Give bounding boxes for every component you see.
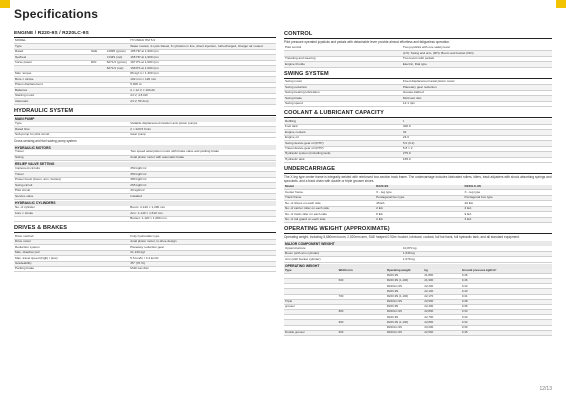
engine-row-cell-a: flywheel xyxy=(14,55,90,60)
relief-row-value: 265 kgf/cm² xyxy=(129,183,276,188)
hydraulic-cylinders-subheading: HYDRAULIC CYLINDERS xyxy=(14,201,276,206)
hydraulic-cylinders-table xyxy=(14,206,276,222)
undercarriage-row-cell-a: No. of rail guard on each side xyxy=(284,217,375,222)
relief-row-value: 350 kgf/cm² xyxy=(129,172,276,177)
swing-row-label: Swing brake xyxy=(284,96,402,101)
undercarriage-row-cell-c: Pentagonal box type xyxy=(464,195,552,200)
cylinder-row-label xyxy=(14,216,129,221)
uc-header-r220lc: R220LC-9S xyxy=(464,185,552,190)
motor-row xyxy=(14,155,276,160)
undercarriage-row-cell-c: X - leg type xyxy=(464,190,552,195)
cross-sensing-note: Cross-sensing and fuel saving pump system xyxy=(14,139,77,144)
major-component-row-label: Arm (with bucket cylinder) xyxy=(284,257,402,262)
drives-row-value: 35° (70 %) xyxy=(129,261,276,266)
operating-weight-row-cell-d: 22,100 xyxy=(423,289,461,294)
swing-row-label: Swing motor xyxy=(284,80,402,85)
hydraulic-section xyxy=(14,108,276,223)
undercarriage-row-cell-a: No. of track roller on each side xyxy=(284,212,375,217)
drives-heading: DRIVES & BRAKES xyxy=(14,225,276,233)
operating-weight-row-cell-a: Triple xyxy=(284,299,338,304)
operating-weight-row-cell-c: R220LC-9S xyxy=(386,310,424,315)
drives-row-label: Reduction system xyxy=(14,245,129,250)
swing-heading: SWING SYSTEM xyxy=(284,71,552,79)
motor-row-label: Swing xyxy=(14,155,129,160)
cylinder-row-value: Arm: 1-140 × 1,510 mm xyxy=(129,211,276,216)
page-title: Specifications xyxy=(14,7,99,21)
coolant-row-label: Engine oil xyxy=(284,135,402,140)
swing-row-value: 12.1 rpm xyxy=(402,101,552,106)
major-component-row-label: Boom (with arm cylinder) xyxy=(284,251,402,256)
drives-row-label: Drive method xyxy=(14,234,129,239)
control-row-label: Engine throttle xyxy=(284,62,402,67)
engine-row-cell-a: MODEL xyxy=(14,39,90,44)
corner-accent-left xyxy=(0,0,10,8)
relief-valve-table xyxy=(14,167,276,200)
engine-row-cell-a: Bore × stroke xyxy=(14,77,90,82)
undercarriage-row-cell-b: 2 EA xyxy=(375,217,463,222)
relief-row-label: Pilot circuit xyxy=(14,188,129,193)
relief-valve-subheading: RELIEF VALVE SETTING xyxy=(14,162,276,167)
coolant-row-label: Fuel tank xyxy=(284,124,402,129)
operating-weight-row-cell-d: 21,800 xyxy=(423,273,461,278)
operating-weight-row-cell-e: 0.41 xyxy=(461,294,552,299)
undercarriage-row-cell-a: Center frame xyxy=(284,190,375,195)
uc-header-model: Model xyxy=(284,185,375,190)
major-component-row-value: 10,870 kg xyxy=(402,246,552,251)
operating-weight-table xyxy=(284,269,552,336)
undercarriage-row-cell-c: 3 EA xyxy=(464,217,552,222)
cylinder-row-label: No. of cylinder xyxy=(14,206,129,211)
control-table xyxy=(284,46,552,68)
main-pump-table xyxy=(14,122,276,138)
coolant-row-label: Swing device-gear oil (DTP) xyxy=(284,141,402,146)
operating-weight-row-cell-e: 0.32 xyxy=(461,320,552,325)
operating-weight-row xyxy=(284,330,552,335)
hydraulic-motors-table xyxy=(14,150,276,161)
drives-row xyxy=(14,267,276,272)
engine-row-cell-a: Starting motor xyxy=(14,93,90,98)
left-column xyxy=(14,31,276,275)
major-component-table xyxy=(284,246,552,262)
pump-row-value: 2 × 220.5 ℓ/min xyxy=(129,127,276,132)
relief-row xyxy=(14,194,276,199)
operating-weight-row-cell-e: 0.30 xyxy=(461,325,552,330)
corner-accent-right xyxy=(556,0,566,8)
swing-row-value: Fixed displacement axial piston motor xyxy=(402,80,552,85)
undercarriage-row xyxy=(284,217,552,222)
operating-weight-row-cell-e: 0.38 xyxy=(461,299,552,304)
drives-row-value: 5.5 km/hr / 3.4 km/hr xyxy=(129,256,276,261)
engine-row-cell-b xyxy=(90,99,106,104)
engine-row-cell-d: 168 PS at 1,900 rpm xyxy=(129,66,276,71)
swing-row-label: Swing bearing lubrication xyxy=(284,90,402,95)
cylinder-row-value: Bucket: 1-120 × 1,080 mm xyxy=(129,216,276,221)
coolant-row-value: 165.0 xyxy=(402,157,552,162)
undercarriage-row-cell-b: X - leg type xyxy=(375,190,463,195)
op-header-weight: Operating weight xyxy=(386,269,424,274)
operating-weight-row-cell-b: 600 xyxy=(338,279,386,284)
coolant-row-label: Engine coolant xyxy=(284,130,402,135)
drives-row-value: Fully hydrostatic type xyxy=(129,234,276,239)
page-number: 12/13 xyxy=(539,386,552,392)
drives-row-label: Parking brake xyxy=(14,267,129,272)
operating-weight-row-cell-e: 0.32 xyxy=(461,315,552,320)
operating-weight-row-cell-d: 22,700 xyxy=(423,315,461,320)
operating-weight-row-cell-c: R220-9S xyxy=(386,273,424,278)
operating-weight-row-cell-e: 0.46 xyxy=(461,273,552,278)
engine-row-cell-d: 102 mm × 120 mm xyxy=(129,77,276,82)
engine-row-cell-c: 6271/1 (gross) xyxy=(106,60,130,65)
operating-weight-row-cell-a: grouser xyxy=(284,304,338,309)
engine-row-cell-a: Max. torque xyxy=(14,71,90,76)
main-pump-subheading: MAIN PUMP xyxy=(14,117,276,122)
coolant-row-label: Hydraulic system (including tank) xyxy=(284,152,402,157)
drives-section xyxy=(14,225,276,272)
right-column xyxy=(284,31,552,339)
engine-row-cell-d: Water cooled, 4 cycle Diesel, 6 cylinders in line, direct injection, turbocharged, charger air cooled xyxy=(129,44,276,49)
relief-row-label: Swing circuit xyxy=(14,183,129,188)
undercarriage-description: The X-leg type center frame is integrally welded with reinforced box-section track frame. The undercarriage includes lubricated rollers, idlers, track adjusters with shock absorbing springs and sprockets, and a track chain with double or triple grouser shoes. xyxy=(284,174,552,183)
operating-weight-row-cell-c: R220LC-9S xyxy=(386,299,424,304)
pump-row-label: Sub-pump for pilot circuit xyxy=(14,132,129,137)
operating-weight-row-cell-c: R220-9S xyxy=(386,289,424,294)
operating-weight-row-cell-c: R220LC-9S xyxy=(386,284,424,289)
swing-row-label: Swing reduction xyxy=(284,85,402,90)
uc-header-r220: R220-9S xyxy=(375,185,463,190)
drives-row-label: Gradeability xyxy=(14,261,129,266)
operating-weight-row-cell-c: R220-9S xyxy=(386,315,424,320)
swing-section xyxy=(284,71,552,107)
operating-weight-row-cell-c: R220LC-9S xyxy=(386,325,424,330)
coolant-section xyxy=(284,110,552,163)
op-header-type: Type xyxy=(284,269,338,274)
engine-row-cell-a: Batteries xyxy=(14,88,90,93)
swing-row xyxy=(284,101,552,106)
operating-weight-section xyxy=(284,226,552,336)
drives-row-value: Axial piston motor, in-shoe design xyxy=(129,239,276,244)
relief-row-value: 350 kgf/cm² xyxy=(129,167,276,172)
control-heading: CONTROL xyxy=(284,31,552,39)
operating-weight-row-cell-c: R220-9S (1,100) xyxy=(386,294,424,299)
drives-row-value: 21,130 kgf xyxy=(129,250,276,255)
operating-weight-row-cell-d: 23,200 xyxy=(423,325,461,330)
op-header-width: Width mm xyxy=(338,269,386,274)
engine-section xyxy=(14,31,276,105)
operating-weight-row-cell-d: 22,170 xyxy=(423,294,461,299)
drives-row-value: Planetary reduction gear xyxy=(129,245,276,250)
operating-weight-row-cell-e: 0.45 xyxy=(461,330,552,335)
control-row-value: Two levers with pedals xyxy=(402,56,552,61)
relief-row-value: 40 kgf/cm² xyxy=(129,188,276,193)
relief-row-label: Power boost (boom, arm, bucket) xyxy=(14,177,129,182)
major-component-row xyxy=(284,257,552,262)
major-component-row-value: 1,070 kg xyxy=(402,257,552,262)
motor-row-value: Axial piston motor with automatic brake xyxy=(129,155,276,160)
engine-row-cell-d: 24 V, 4.8 kW xyxy=(129,93,276,98)
coolant-row-value: 5.0 (0.2) xyxy=(402,141,552,146)
engine-row-cell-a: horse power xyxy=(14,60,90,65)
hydraulic-motors-subheading: HYDRAULIC MOTORS xyxy=(14,145,276,150)
motor-row-label: Travel xyxy=(14,150,129,155)
operating-weight-row-cell-b: 600 xyxy=(338,330,386,335)
engine-row-cell-b: DIN xyxy=(90,60,106,65)
undercarriage-row-cell-a: No. of carrier roller on each side xyxy=(284,206,375,211)
operating-weight-row-cell-d: 22,800 xyxy=(423,310,461,315)
control-description: Pilot pressure operated joysticks and pedals with detachable lever provide almost effortless and fatigueless operation. xyxy=(284,40,450,44)
engine-row-cell-a: Type xyxy=(14,44,90,49)
operating-weight-row-cell-e: 0.46 xyxy=(461,279,552,284)
engine-table xyxy=(14,39,276,105)
undercarriage-section xyxy=(284,166,552,223)
operating-weight-heading: OPERATING WEIGHT (APPROXIMATE) xyxy=(284,226,552,234)
pump-row-label: Rated flow xyxy=(14,127,129,132)
coolant-heading: COOLANT & LUBRICANT CAPACITY xyxy=(284,110,552,118)
operating-weight-row-cell-d: 21,900 xyxy=(423,279,461,284)
undercarriage-row-cell-c: 2 EA xyxy=(464,206,552,211)
major-component-row-label: Upperstructure xyxy=(284,246,402,251)
relief-row-value: 380 kgf/cm² xyxy=(129,177,276,182)
undercarriage-row-cell-c: 49 EA xyxy=(464,201,552,206)
relief-row-value: Installed xyxy=(129,194,276,199)
coolant-unit: ℓ xyxy=(402,119,552,124)
operating-weight-row-cell-d: 22,400 xyxy=(423,304,461,309)
coolant-row-value: 5.8 × 2 xyxy=(402,146,552,151)
operating-weight-row-cell-b: 700 xyxy=(338,294,386,299)
operating-weight-row-cell-c: R220-9S (1,100) xyxy=(386,279,424,284)
engine-row-cell-d: 5,900 cc xyxy=(129,82,276,87)
engine-row-cell-c: J1995 (gross) xyxy=(106,49,130,54)
op-header-pressure: Ground pressure kgf/cm² xyxy=(461,269,552,274)
engine-row-cell-c: J1349 (net) xyxy=(106,55,130,60)
cylinder-row-label: bore × stroke xyxy=(14,211,129,216)
undercarriage-row-cell-b: 8 EA xyxy=(375,212,463,217)
operating-weight-row-cell-d: 22,200 xyxy=(423,284,461,289)
undercarriage-row-cell-a: No. of shoes on each side xyxy=(284,201,375,206)
control-row-value: Two joysticks with one safety lever xyxy=(402,46,552,51)
engine-row-cell-d: 185 HP at 1,900 rpm xyxy=(129,49,276,54)
major-component-row-value: 1,530 kg xyxy=(402,251,552,256)
engine-row-cell-d: 165 HP at 1,900 rpm xyxy=(129,55,276,60)
engine-heading: ENGINE / R220-9S / R220LC-9S xyxy=(14,31,276,38)
control-row-label: Traveling and steering xyxy=(284,56,402,61)
coolant-row-value: 400.0 xyxy=(402,124,552,129)
major-component-subheading: MAJOR COMPONENT WEIGHT xyxy=(284,241,552,246)
engine-row-cell-d: 86 kgf·m / 1,300 rpm xyxy=(129,71,276,76)
engine-row-cell-d: 24 V, 50 Amp xyxy=(129,99,276,104)
engine-row-cell-d: 2 × 12 V × 100 Ah xyxy=(129,88,276,93)
motor-row-value: Two speed axial piston motor with brake valve and parking brake xyxy=(129,150,276,155)
operating-weight-row-cell-b: 900 xyxy=(338,320,386,325)
coolant-table xyxy=(284,119,552,163)
coolant-subheader: Refilling xyxy=(284,119,402,124)
operating-weight-row-cell-a: Double grouser xyxy=(284,330,338,335)
engine-row-cell-d: HYUNDAI HM 5.9 xyxy=(129,39,276,44)
coolant-row-value: 32 xyxy=(402,130,552,135)
engine-row-cell-b: SAE xyxy=(90,49,106,54)
drives-row-label: Max. travel speed (high) / (low) xyxy=(14,256,129,261)
op-header-kg: kg xyxy=(423,269,461,274)
control-row-value: Electric, Dial type xyxy=(402,62,552,67)
operating-weight-row-cell-d: 22,500 xyxy=(423,299,461,304)
pump-row-label: Type xyxy=(14,122,129,127)
operating-weight-row-cell-b: 800 xyxy=(338,310,386,315)
operating-weight-row-cell-e: 0.43 xyxy=(461,284,552,289)
operating-weight-subheading: OPERATING WEIGHT xyxy=(284,264,552,269)
control-row-label: Pilot control xyxy=(284,46,402,51)
engine-row-cell-c xyxy=(106,99,130,104)
operating-weight-row-cell-d: 22,800 xyxy=(423,320,461,325)
drives-row-value: Multi wet disc xyxy=(129,267,276,272)
undercarriage-row-cell-b: 2 EA xyxy=(375,206,463,211)
coolant-row-value: 24.0 xyxy=(402,135,552,140)
operating-weight-row-cell-e: 0.33 xyxy=(461,310,552,315)
control-row xyxy=(284,62,552,67)
relief-row-label: Travel xyxy=(14,172,129,177)
swing-row-value: Grease-bathed xyxy=(402,90,552,95)
undercarriage-heading: UNDERCARRIAGE xyxy=(284,166,552,174)
cylinder-row xyxy=(14,216,276,221)
control-row-value: (LH): Swing and arm, (RH): Boom and bucket (ISO) xyxy=(402,51,552,56)
engine-row-cell-a: Alternator xyxy=(14,99,90,104)
drives-row-label: Max. drawbar pull xyxy=(14,250,129,255)
hydraulic-heading: HYDRAULIC SYSTEM xyxy=(14,108,276,116)
operating-weight-row-cell-d: 22,500 xyxy=(423,330,461,335)
control-section xyxy=(284,31,552,68)
operating-weight-row-cell-e: 0.36 xyxy=(461,304,552,309)
cylinder-row-value: Boom: 2-120 × 1,290 mm xyxy=(129,206,276,211)
pump-row-value: Variable displacement tandem axis piston pumps xyxy=(129,122,276,127)
swing-row-value: Planetary gear reduction xyxy=(402,85,552,90)
operating-weight-row-cell-c: R220LC-9S xyxy=(386,330,424,335)
drives-table xyxy=(14,234,276,272)
drives-row-label: Drive motor xyxy=(14,239,129,244)
swing-row-label: Swing speed xyxy=(284,101,402,106)
operating-weight-row-cell-c: R220-9S (1,100) xyxy=(386,320,424,325)
coolant-row-label: Travel device-gear oil (DTP) xyxy=(284,146,402,151)
engine-row-cell-d: 187 PS at 1,900 rpm xyxy=(129,60,276,65)
operating-weight-row-cell-e: 0.40 xyxy=(461,289,552,294)
relief-row-label: Service valve xyxy=(14,194,129,199)
operating-weight-description: Operating weight, including 5,680mm boom, 2,920mm arm, SAE heaped 0.92m³ bucket, lubricant, coolant, full fuel tank, full hydraulic tank, and all standard equipment. xyxy=(284,235,520,240)
swing-row-value: Multi wet disc xyxy=(402,96,552,101)
undercarriage-row-cell-b: Pentagonal box type xyxy=(375,195,463,200)
pump-row-value: Gear pump xyxy=(129,132,276,137)
coolant-row xyxy=(284,157,552,162)
swing-table xyxy=(284,80,552,107)
undercarriage-row-cell-b: 46 EA xyxy=(375,201,463,206)
relief-row-label: Implement circuits xyxy=(14,167,129,172)
undercarriage-row-cell-a: Track frame xyxy=(284,195,375,200)
engine-row xyxy=(14,99,276,104)
coolant-row-value: 275.0 xyxy=(402,152,552,157)
coolant-row-label: Hydraulic tank xyxy=(284,157,402,162)
undercarriage-row-cell-c: 9 EA xyxy=(464,212,552,217)
engine-row-cell-a: Rated xyxy=(14,49,90,54)
operating-weight-row-cell-c: R220-9S xyxy=(386,304,424,309)
engine-row-cell-a: Piston displacement xyxy=(14,82,90,87)
engine-row-cell-c: 6271/1 (net) xyxy=(106,66,130,71)
pump-row xyxy=(14,132,276,137)
undercarriage-table xyxy=(284,185,552,223)
